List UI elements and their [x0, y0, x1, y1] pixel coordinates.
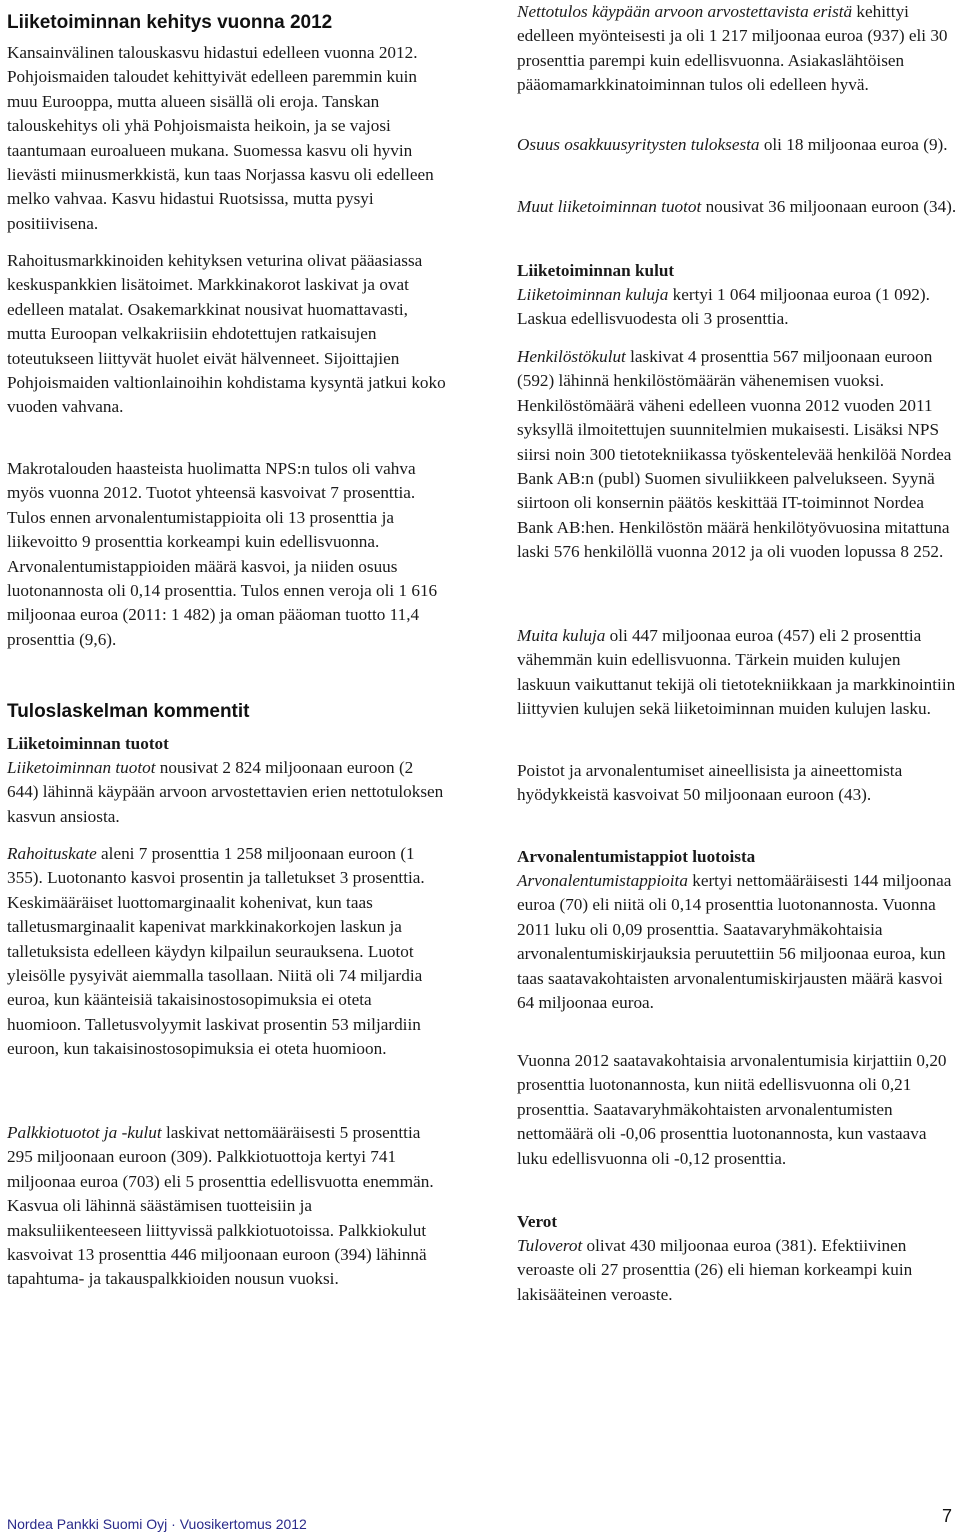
term-loan-losses: Arvonalentumistappioita [517, 871, 688, 890]
term-fair-value: Nettotulos käypään arvoon arvostettavista eristä [517, 2, 853, 21]
text-fair-value: kehittyi edelleen myönteisesti ja oli 1 217 miljoonaa euroa (937) eli 30 prosenttia parempi kuin edellisvuonna. Asiakaslähtöisen pääomamarkkinatoiminnan tulos oli edelleen hyvä. [517, 2, 948, 95]
paragraph-depreciation: Poistot ja arvonalentumiset aineellisista ja aineettomista hyödykkeistä kasvoivat 50 miljoonaan euroon (43). [517, 761, 903, 805]
subheading-operating-income: Liiketoiminnan tuotot [7, 734, 169, 753]
text-other-expenses: oli 447 miljoonaa euroa (457) eli 2 prosenttia vähemmän kuin edellisvuonna. Tärkein muiden kulujen laskuun vaikuttanut tekijä oli tietotekniikkaan ja markkinointiin liittyvien kulujen sekä liiketoiminnan muiden kulujen lasku. [517, 626, 956, 719]
term-commissions: Palkkiotuotot ja -kulut [7, 1123, 162, 1142]
text-net-interest: aleni 7 prosenttia 1 258 miljoonaan euroon (1 355). Luotonanto kasvoi prosentin ja talletukset 3 prosenttia. Keskimääräiset luottomarginaalit kohenivat, kun taas talletusmarginaalit kapenivat markkinakorkojen laskun ja talletuksista edelleen käydyn kilpailun seurauksena. Luotot yleisölle pysyivät aiemmalla tasollaan. Niitä oli 74 miljardia euroa, kun käänteisiä takaisinostosopimuksia ei oteta huomioon. Talletusvolyymit laskivat prosentin 53 miljardiin euroon, kun takaisinostosopimuksia ei oteta huomioon. [7, 844, 425, 1059]
paragraph-commissions [7, 1121, 447, 1292]
text-associates: oli 18 miljoonaa euroa (9). [759, 135, 948, 154]
paragraph-financial-markets: Rahoitusmarkkinoiden kehityksen veturina olivat pääasiassa keskuspankkien lisätoimet. Markkinakorot laskivat ja ovat edelleen matalat. Osakemarkkinat nousivat huomattavasti, mutta Euroopan velkakriisiin ehdotettujen ratkaisujen toteutukseen liittyvät huolet eivät hälvenneet. Sijoittajien Pohjoismaiden valtionlainoihin kohdistama kysyntä jatkui koko vuoden vahvana. [7, 251, 446, 417]
paragraph-other-income [517, 195, 957, 219]
text-operating-expenses: kertyi 1 064 miljoonaa euroa (1 092). Laskua edellisvuodesta oli 3 prosenttia. [517, 285, 930, 329]
paragraph-operating-expenses [517, 283, 957, 332]
term-net-interest: Rahoituskate [7, 844, 97, 863]
term-operating-income: Liiketoiminnan tuotot [7, 758, 156, 777]
term-operating-expenses: Liiketoiminnan kuluja [517, 285, 669, 304]
section-heading-income-statement: Tuloslaskelman kommentit [7, 701, 250, 722]
text-staff-costs: laskivat 4 prosenttia 567 miljoonaan euroon (592) lähinnä henkilöstömäärän vähenemisen vuoksi. Henkilöstömäärä väheni edelleen vuonna 2012 vuoden 2011 syksyllä ilmoitettujen suunnitelmien mukaisesti. Lisäksi NPS siirsi noin 300 tietotekniikassa työskentelevää henkilöä Nordea Bank AB:n (publ) Suomen sivuliikkeen palvelukseen. Syynä siirtoon oli konsernin päätös keskittää IT-toiminnot Nordea Bank AB:hen. Henkilöstön määrä henkilötyövuosina mitattuna laski 576 henkilöllä vuonna 2012 ja oli vuoden lopussa 8 252. [517, 347, 952, 562]
term-other-income: Muut liiketoiminnan tuotot [517, 197, 702, 216]
subheading-operating-expenses: Liiketoiminnan kulut [517, 261, 675, 280]
term-other-expenses: Muita kuluja [517, 626, 606, 645]
paragraph-impairments: Vuonna 2012 saatavakohtaisia arvonalentumisia kirjattiin 0,20 prosenttia luotonannosta, kun niitä edellisvuonna oli 0,21 prosenttia. Saatavaryhmäkohtaisten arvonalentumisten nettomäärä oli -0,06 prosenttia luotonannosta, kun vastaava luku edellisvuonna oli -0,12 prosenttia. [517, 1051, 947, 1168]
paragraph-staff-costs [517, 345, 957, 565]
text-other-income: nousivat 36 miljoonaan euroon (34). [701, 197, 957, 216]
paragraph-economy: Kansainvälinen talouskasvu hidastui edelleen vuonna 2012. Pohjoismaiden taloudet kehittyivät edelleen paremmin kuin muu Eurooppa, mutta alueen sisällä oli eroja. Tanskan talouskehitys oli yhä Pohjoismaista heikoin, ja se vajosi taantumaan euroalueen mukana. Suomessa kasvu oli hyvin lievästi miinusmerkkistä, kun taas Norjassa kasvu oli edelleen melko vahvaa. Kasvu hidastui Ruotsissa, mutta pysyi positiivisena. [7, 43, 434, 233]
page-number: 7 [941, 1506, 952, 1526]
paragraph-operating-income [7, 756, 447, 829]
text-income-taxes: olivat 430 miljoonaa euroa (381). Efektiivinen veroaste oli 27 prosenttia (26) eli hieman korkeampi kuin lakisääteinen veroaste. [517, 1236, 913, 1304]
paragraph-fair-value [517, 0, 957, 98]
subheading-taxes: Verot [517, 1212, 558, 1231]
paragraph-other-expenses [517, 624, 957, 722]
text-operating-income: nousivat 2 824 miljoonaan euroon (2 644) lähinnä käypään arvoon arvostettavien erien nettotuloksen kasvun ansiosta. [7, 758, 444, 826]
footer-publication: Nordea Pankki Suomi Oyj · Vuosikertomus 2012 [7, 1516, 307, 1532]
paragraph-taxes [517, 1234, 957, 1307]
text-commissions: laskivat nettomääräisesti 5 prosenttia 295 miljoonaan euroon (309). Palkkiotuottoja kertyi 741 miljoonaa euroa (703) eli 5 prosenttia edellisvuotta enemmän. Kasvua oli lähinnä säästämisen tuotteisiin ja maksuliikenteeseen liittyvissä palkkiotuotoissa. Palkkiokulut kasvoivat 13 prosenttia 446 miljoonaan euroon (394) lähinnä tapahtuma- ja takauspalkkioiden nousun vuoksi. [7, 1123, 434, 1289]
subheading-loan-losses: Arvonalentumistappiot luotoista [517, 847, 756, 866]
paragraph-net-interest [7, 842, 447, 1062]
text-loan-losses: kertyi nettomääräisesti 144 miljoonaa euroa (70) eli niitä oli 0,14 prosenttia luotonannosta. Vuonna 2011 luku oli 0,09 prosenttia. Saatavaryhmäkohtaisia arvonalentumiskirjauksia peruutettiin 56 miljoonaa euroa, kun taas saatavakohtaisten arvonalentumiskirjausten määrä kasvoi 64 miljoonaa euroa. [517, 871, 952, 1013]
term-staff-costs: Henkilöstökulut [517, 347, 626, 366]
paragraph-results: Makrotalouden haasteista huolimatta NPS:n tulos oli vahva myös vuonna 2012. Tuotot yhteensä kasvoivat 7 prosenttia. Tulos ennen arvonalentumistappioita oli 13 prosenttia ja liikevoitto 9 prosenttia korkeampi kuin edellisvuonna. Arvonalentumistappioiden määrä kasvoi, ja niiden osuus luotonannosta oli 0,14 prosenttia. Tulos ennen veroja oli 1 616 miljoonaa euroa (2011: 1 482) ja oman pääoman tuotto 11,4 prosenttia (9,6). [7, 459, 438, 649]
term-associates: Osuus osakkuusyritysten tuloksesta [517, 135, 760, 154]
paragraph-associates [517, 133, 957, 157]
term-income-taxes: Tuloverot [517, 1236, 583, 1255]
section-heading-business-development: Liiketoiminnan kehitys vuonna 2012 [7, 12, 333, 33]
paragraph-loan-losses [517, 869, 957, 1015]
